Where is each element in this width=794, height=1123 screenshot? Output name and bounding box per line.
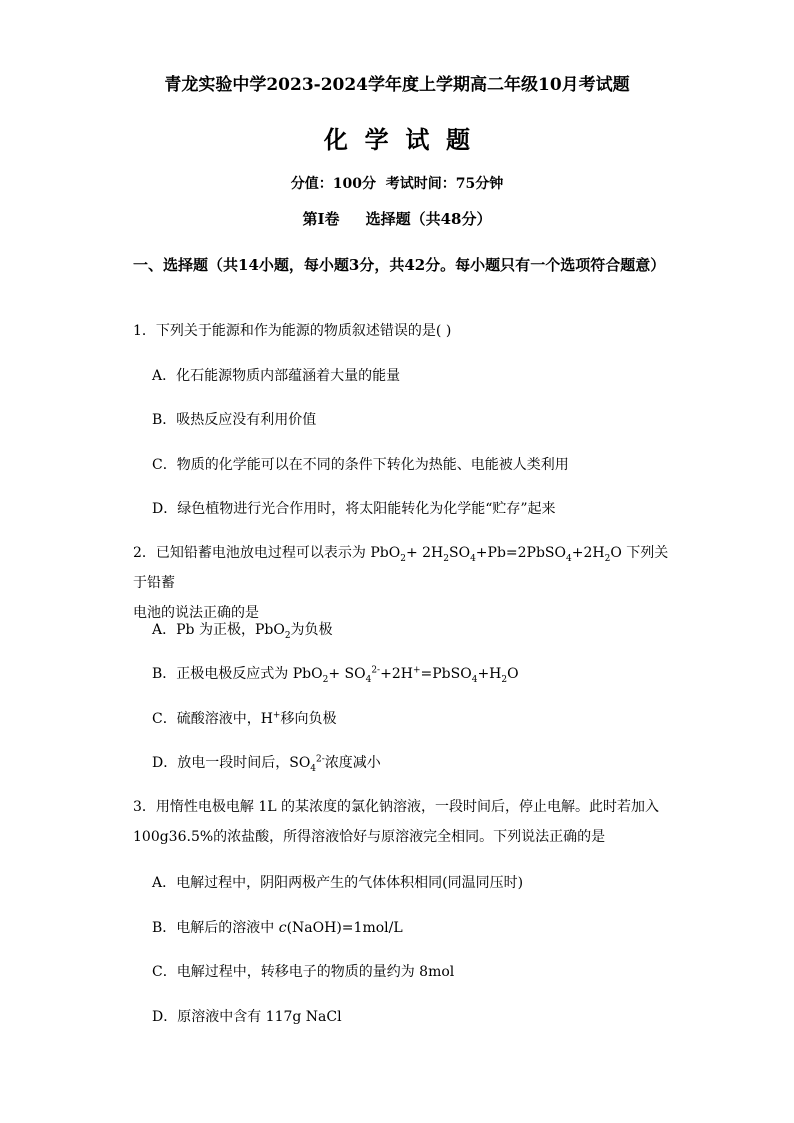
subscript: 2 (284, 630, 291, 641)
question-2-option-a (152, 619, 692, 639)
subscript: 4 (566, 553, 572, 564)
subscript: 2 (501, 674, 508, 685)
q2-b-text-4: =PbSO (420, 666, 472, 682)
q2-a-text-2: 为负极 (290, 622, 333, 638)
question-2-option-d (152, 752, 692, 772)
q2-stem-text-2: + 2H (405, 545, 444, 561)
q2-stem-line-2: 电池的说法正确的是 (133, 605, 259, 621)
subscript: 4 (365, 674, 372, 685)
subscript: 2 (322, 674, 329, 685)
subscript: 2 (400, 553, 406, 564)
q3-b-text-2: (NaOH)=1mol/L (286, 920, 403, 936)
question-2-stem (133, 538, 673, 628)
superscript: + (272, 710, 281, 721)
superscript: 2- (316, 754, 325, 765)
q3-stem-line-2: 100g36.5%的浓盐酸，所得溶液恰好与原溶液完全相同。下列说法正确的是 (133, 829, 606, 845)
superscript: 2- (371, 665, 381, 676)
question-3-stem (133, 792, 673, 852)
subscript: 2 (604, 553, 611, 564)
exam-header: 青龙实验中学2023-2024学年度上学期高二年级10月考试题 (164, 75, 630, 95)
question-1-option-b: B．吸热反应没有利用价值 (152, 412, 317, 428)
question-2-option-c (152, 708, 692, 728)
question-2-option-b (152, 663, 692, 683)
q2-b-text-3: +2H (380, 666, 413, 682)
question-1-stem: 1．下列关于能源和作为能源的物质叙述错误的是( ) (133, 323, 452, 339)
question-3-option-a: A．电解过程中，阴阳两极产生的气体体积相同(同温同压时) (152, 875, 524, 891)
subscript: 4 (470, 553, 476, 564)
q2-stem-text-6: O 下列关于铅蓄 (133, 545, 669, 591)
question-3-option-c: C．电解过程中，转移电子的物质的量约为 8mol (152, 964, 455, 980)
q2-stem-text-1: 2．已知铅蓄电池放电过程可以表示为 PbO (133, 545, 401, 561)
section-title: 第Ⅰ卷 选择题（共48分） (302, 210, 492, 228)
question-3-option-d: D．原溶液中含有 117g NaCl (152, 1009, 342, 1025)
subscript: 4 (471, 674, 478, 685)
q2-d-text-2: 浓度减小 (324, 755, 381, 771)
q2-stem-text-3: SO (448, 545, 471, 561)
q2-d-text-1: D．放电一段时间后，SO (152, 755, 311, 771)
q2-b-text-6: O (507, 666, 519, 682)
q3-b-text-1: B．电解后的溶液中 (152, 920, 279, 936)
q2-c-text-1: C．硫酸溶液中，H (152, 711, 273, 727)
q2-stem-text-4: +Pb=2PbSO (475, 545, 566, 561)
q2-b-text-2: + SO (328, 666, 366, 682)
question-1-option-a: A．化石能源物质内部蕴涵着大量的能量 (152, 368, 401, 384)
q2-a-text-1: A．Pb 为正极，PbO (152, 622, 285, 638)
superscript: + (412, 665, 421, 676)
subscript: 2 (443, 553, 449, 564)
question-3-option-b (152, 917, 692, 937)
exam-meta: 分值：100分 考试时间：75分钟 (290, 176, 504, 192)
q3-b-var: c (278, 920, 287, 936)
question-1-option-c: C．物质的化学能可以在不同的条件下转化为热能、电能被人类利用 (152, 457, 569, 473)
q2-c-text-2: 移向负极 (280, 711, 337, 727)
q2-b-text-1: B．正极电极反应式为 PbO (152, 666, 323, 682)
q2-stem-text-5: +2H (571, 545, 605, 561)
q2-b-text-5: +H (477, 666, 502, 682)
subscript: 4 (310, 763, 317, 774)
q3-stem-line-1: 3．用惰性电极电解 1L 的某浓度的氯化钠溶液，一段时间后，停止电解。此时若加入 (133, 799, 660, 815)
question-1-option-d: D．绿色植物进行光合作用时，将太阳能转化为化学能“贮存”起来 (152, 501, 556, 517)
exam-title: 化 学 试 题 (323, 125, 471, 154)
part-instructions: 一、选择题（共14小题，每小题3分，共42分。每小题只有一个选项符合题意） (133, 256, 666, 274)
